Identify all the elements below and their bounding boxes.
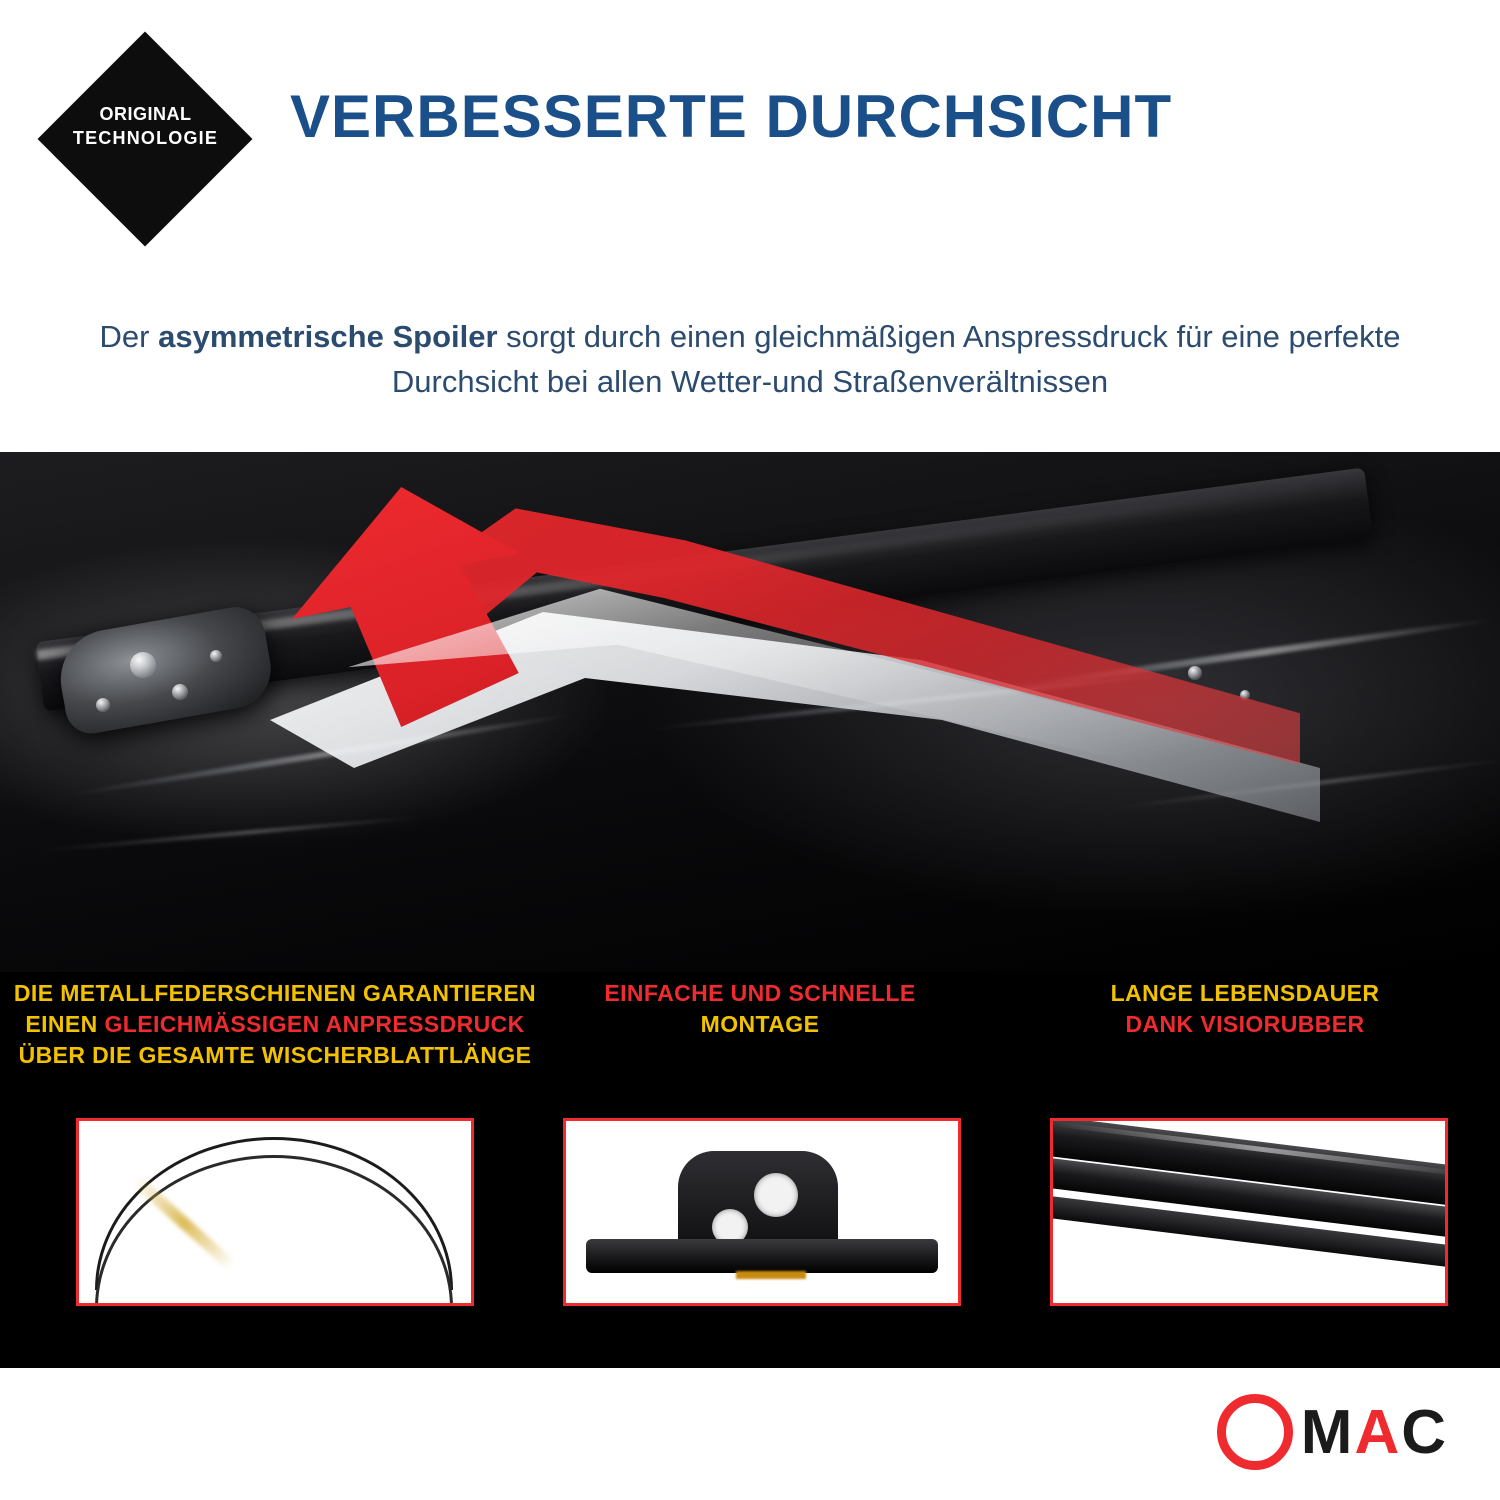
feature-1-line-2b: GLEICHMÄSSIGEN ANPRESSDRUCK (104, 1011, 525, 1038)
feature-caption-2 (560, 978, 960, 1040)
spring-rail-lower (95, 1155, 453, 1306)
feature-thumbnails (0, 1108, 1500, 1308)
logo-letter-c: C (1401, 1397, 1448, 1467)
badge-line-1: ORIGINAL (99, 104, 192, 124)
water-droplet (96, 698, 110, 712)
adapter-hole-large (754, 1173, 798, 1217)
subtitle-part-2: sorgt durch einen gleichmäßigen Anspressdruck für eine perfekte Durchsicht bei allen Wetter-und Straßenverältnissen (391, 319, 1401, 399)
water-droplet (130, 652, 156, 678)
feature-2-line-1: EINFACHE UND SCHNELLE (604, 980, 916, 1006)
feature-2-line-2: MONTAGE (700, 1011, 820, 1038)
footer (0, 1368, 1500, 1500)
feature-1-line-2 (25, 1011, 524, 1037)
feature-1-line-2a: EINEN (25, 1011, 105, 1038)
logo-letter-a: A (1354, 1397, 1402, 1467)
water-droplet (172, 684, 188, 700)
subtitle (50, 315, 1450, 405)
original-technologie-badge (38, 32, 253, 247)
feature-1-line-3: ÜBER DIE GESAMTE WISCHERBLATTLÄNGE (18, 1042, 532, 1069)
wiper-blade-spine (586, 1239, 938, 1273)
feature-3-line-1: LANGE LEBENSDAUER (1110, 980, 1380, 1006)
thumbnail-quick-mount-adapter (563, 1118, 961, 1306)
feature-1-line-1: DIE METALLFEDERSCHIENEN GARANTIEREN (13, 980, 537, 1006)
feature-3-line-2: DANK VISIORUBBER (1125, 1011, 1365, 1038)
feature-caption-1 (10, 978, 540, 1071)
adapter-amber-detail (736, 1271, 806, 1279)
header (0, 0, 1500, 270)
thumbnail-visiorubber-blade (1050, 1118, 1448, 1306)
subtitle-part-1: Der (99, 319, 159, 354)
logo-letter-m: M (1300, 1397, 1355, 1467)
dark-illustration-panel (0, 452, 1500, 1368)
subtitle-bold: asymmetrische Spoiler (158, 319, 498, 354)
feature-captions (0, 972, 1500, 1092)
omac-logo (1217, 1394, 1448, 1470)
feature-caption-3 (1000, 978, 1490, 1040)
logo-o-icon (1217, 1394, 1293, 1470)
badge-line-2: TECHNOLOGIE (72, 128, 219, 149)
badge-text (38, 102, 253, 151)
asymmetric-spoiler-illustration (240, 462, 1360, 962)
thumbnail-metal-spring-rails (76, 1118, 474, 1306)
page-title: VERBESSERTE DURCHSICHT (290, 83, 1173, 150)
water-droplet (210, 650, 222, 662)
